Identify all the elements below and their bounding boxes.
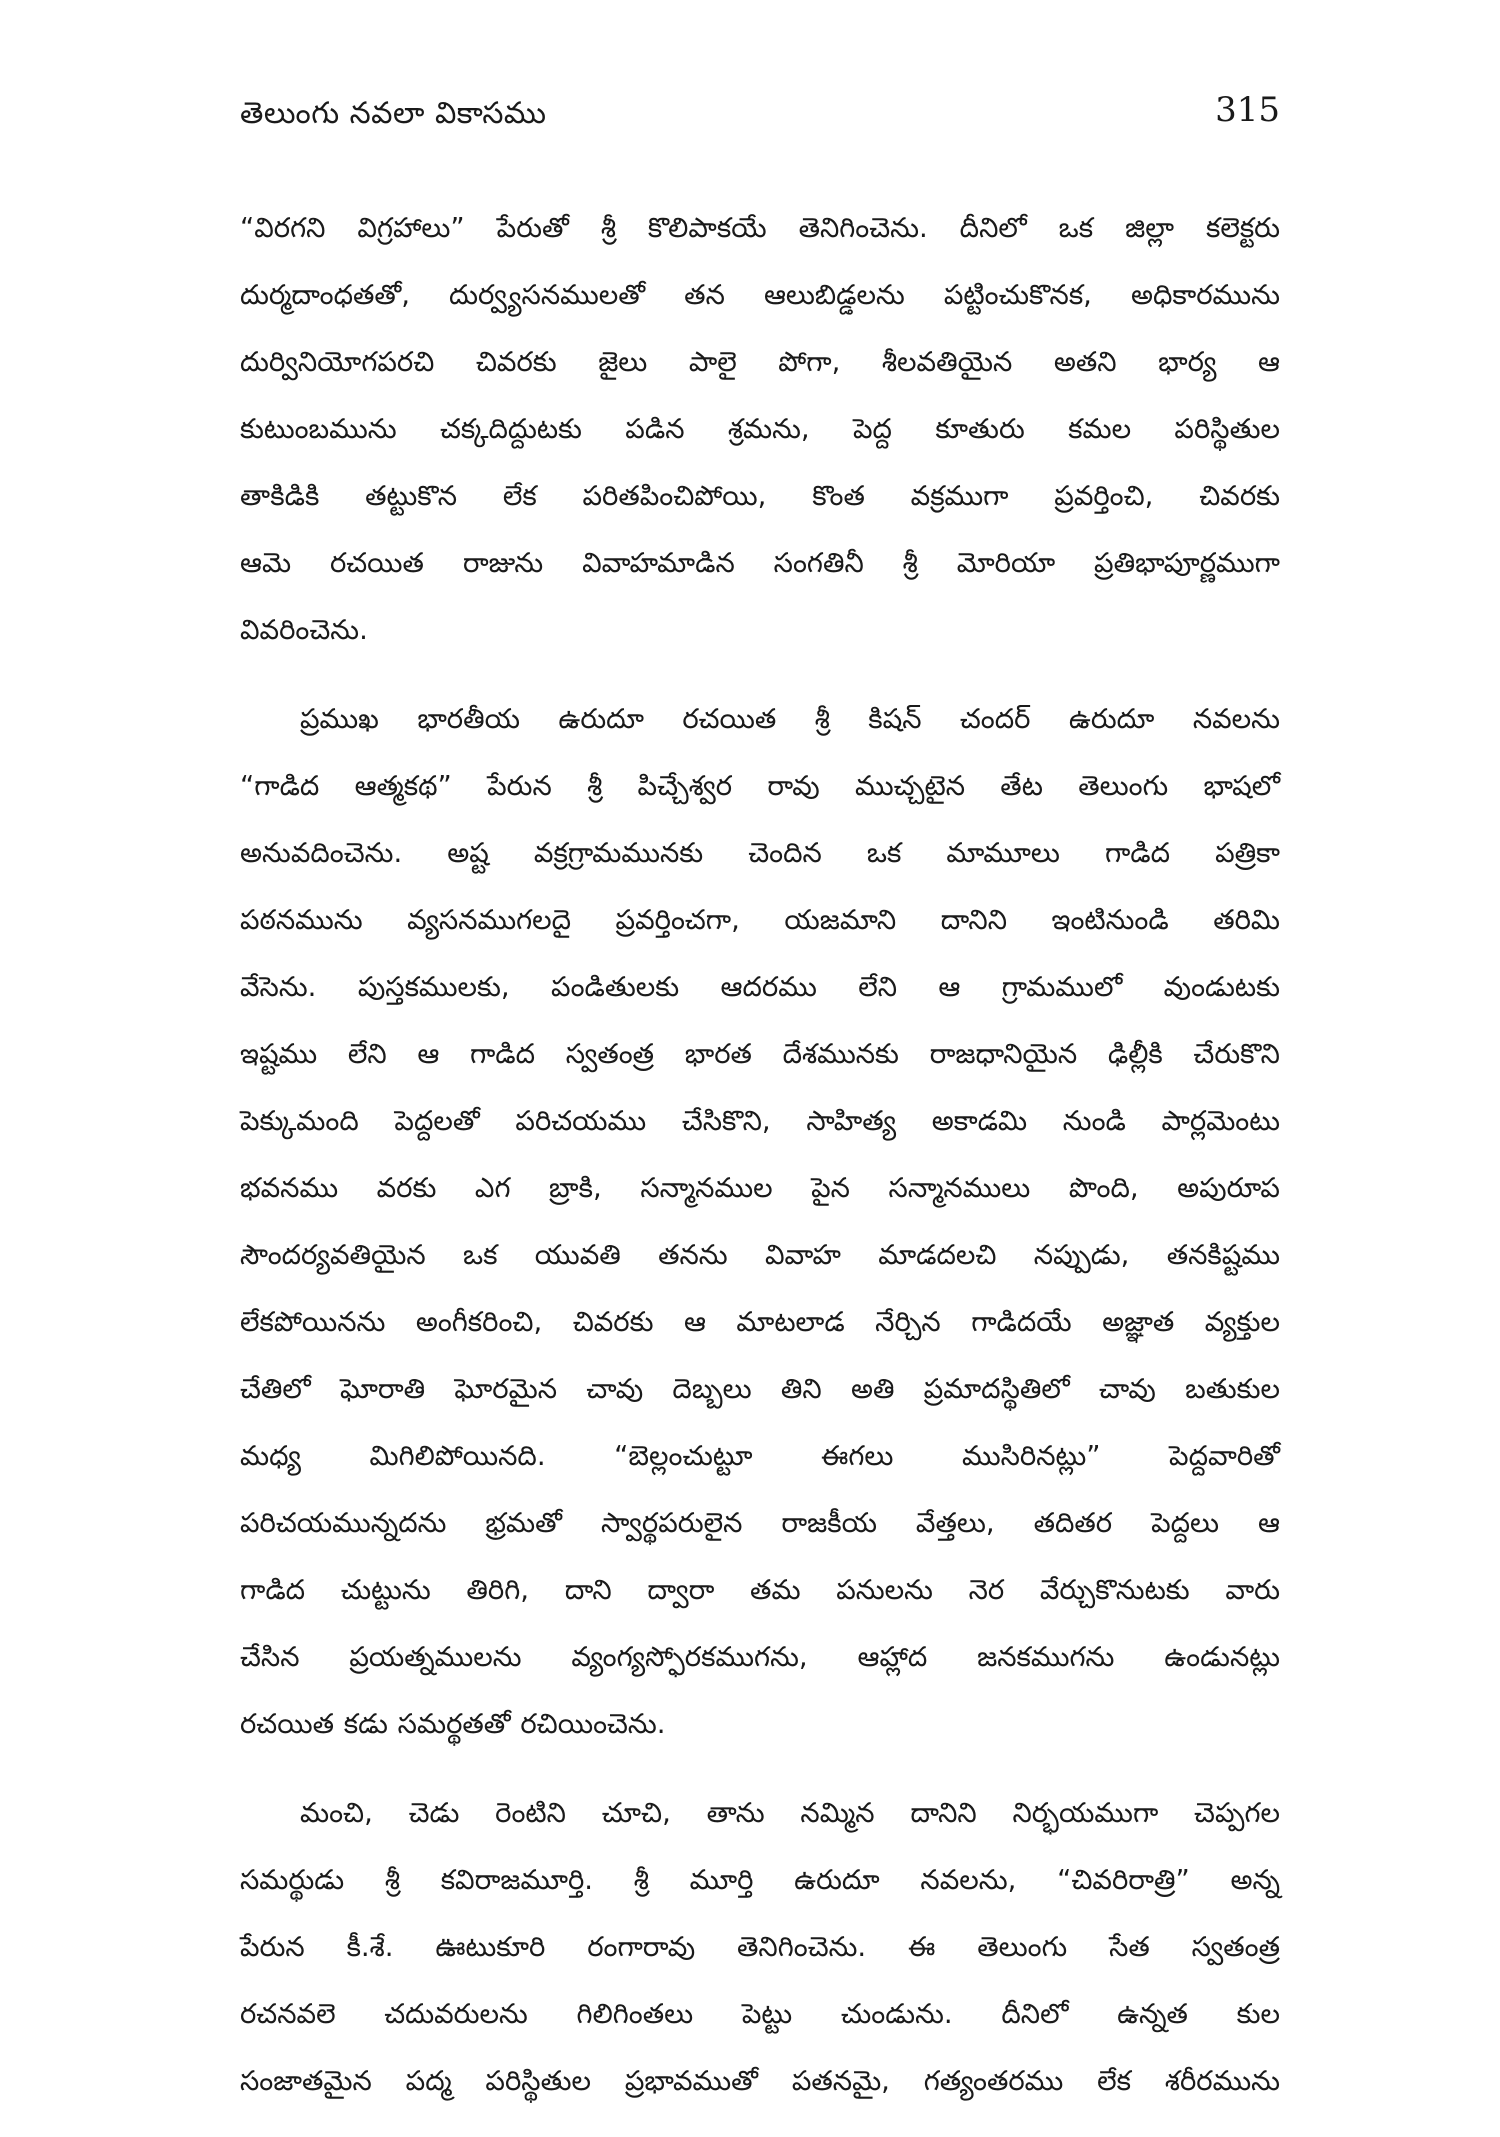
text-line: రచయిత కడు సమర్థతతో రచియించెను. — [240, 1708, 666, 1740]
text-line: సౌందర్యవతియైన ఒక యువతి తనను వివాహ మాడదలచి నప్పుడు, తనకిష్టము — [240, 1239, 1280, 1271]
text-line: ఆమె రచయిత రాజును వివాహమాడిన సంగతినీ శ్రీ మోరియా ప్రతిభాపూర్ణముగా — [240, 547, 1280, 579]
text-line: చేసిన ప్రయత్నములను వ్యంగ్యస్ఫోరకముగను, ఆహ్లాద జనకముగను ఉండునట్లు — [240, 1641, 1280, 1673]
text-line: “గాడిద ఆత్మకథ” పేరున శ్రీ పిచ్చేశ్వర రావు ముచ్చటైన తేట తెలుంగు భాషలో — [240, 770, 1280, 802]
text-line: చేతిలో ఘోరాతి ఘోరమైన చావు దెబ్బలు తిని అతి ప్రమాదస్థితిలో చావు బతుకుల — [240, 1373, 1280, 1405]
text-line: ఇష్టము లేని ఆ గాడిద స్వతంత్ర భారత దేశమునకు రాజధానియైన ఢిల్లీకి చేరుకొని — [240, 1038, 1280, 1070]
text-line: మధ్య మిగిలిపోయినది. “బెల్లంచుట్టూ ఈగలు ముసిరినట్లు” పెద్దవారితో — [240, 1440, 1280, 1472]
text-line: వివరించెను. — [240, 614, 368, 646]
text-line: వేసెను. పుస్తకములకు, పండితులకు ఆదరము లేని ఆ గ్రామములో వుండుటకు — [240, 971, 1280, 1003]
text-line: పేరున కీ.శే. ఊటుకూరి రంగారావు తెనిగించెను. ఈ తెలుంగు సేత స్వతంత్ర — [240, 1931, 1280, 1963]
text-line: తాకిడికి తట్టుకొన లేక పరితపించిపోయి, కొంత వక్రముగా ప్రవర్తించి, చివరకు — [240, 480, 1280, 512]
running-header — [240, 88, 1280, 138]
paragraph-2 — [240, 686, 1280, 1758]
text-line: దుర్మదాంధతతో, దుర్వ్యసనములతో తన ఆలుబిడ్డలను పట్టించుకొనక, అధికారమును — [240, 279, 1280, 311]
text-line: అనువదించెను. అష్ట వక్రగ్రామమునకు చెందిన ఒక మామూలు గాడిద పత్రికా — [240, 837, 1280, 869]
text-line: దుర్వినియోగపరచి చివరకు జైలు పాలై పోగా, శీలవతియైన అతని భార్య ఆ — [240, 346, 1280, 378]
paragraph-3 — [240, 1780, 1280, 2115]
text-line: మంచి, చెడు రెంటిని చూచి, తాను నమ్మిన దానిని నిర్భయముగా చెప్పగల — [300, 1797, 1280, 1829]
text-line: సంజాతమైన పద్మ పరిస్థితుల ప్రభావముతో పతనమై, గత్యంతరము లేక శరీరమును — [240, 2065, 1280, 2097]
running-title: తెలుంగు నవలా వికాసము — [240, 96, 547, 131]
paragraph-1 — [240, 195, 1280, 664]
text-line: పఠనమును వ్యసనముగలదై ప్రవర్తించగా, యజమాని దానిని ఇంటినుండి తరిమి — [240, 904, 1280, 936]
page-number: 315 — [1215, 90, 1280, 130]
text-line: “విరగని విగ్రహాలు” పేరుతో శ్రీ కొలిపాకయే తెనిగించెను. దీనిలో ఒక జిల్లా కలెక్టరు — [240, 212, 1280, 244]
text-line: కుటుంబమును చక్కదిద్దుటకు పడిన శ్రమను, పెద్ద కూతురు కమల పరిస్థితుల — [240, 413, 1280, 445]
text-line: భవనము వరకు ఎగ బ్రాకి, సన్మానముల పైన సన్మానములు పొంది, అపురూప — [240, 1172, 1280, 1204]
text-line: పరిచయమున్నదను భ్రమతో స్వార్థపరులైన రాజకీయ వేత్తలు, తదితర పెద్దలు ఆ — [240, 1507, 1280, 1539]
text-line: రచనవలె చదువరులను గిలిగింతలు పెట్టు చుండును. దీనిలో ఉన్నత కుల — [240, 1998, 1280, 2030]
text-line: సమర్థుడు శ్రీ కవిరాజమూర్తి. శ్రీ మూర్తి ఉరుదూ నవలను, “చివరిరాత్రి” అన్న — [240, 1864, 1280, 1896]
body-text — [240, 195, 1280, 2137]
text-line: గాడిద చుట్టును తిరిగి, దాని ద్వారా తమ పనులను నెర వేర్చుకొనుటకు వారు — [240, 1574, 1280, 1606]
text-line: లేకపోయినను అంగీకరించి, చివరకు ఆ మాటలాడ నేర్చిన గాడిదయే అజ్ఞాత వ్యక్తుల — [240, 1306, 1280, 1338]
text-line: ప్రముఖ భారతీయ ఉరుదూ రచయిత శ్రీ కిషన్ చందర్ ఉరుదూ నవలను — [300, 703, 1280, 735]
text-line: పెక్కుమంది పెద్దలతో పరిచయము చేసికొని, సాహిత్య అకాడమి నుండి పార్లమెంటు — [240, 1105, 1280, 1137]
